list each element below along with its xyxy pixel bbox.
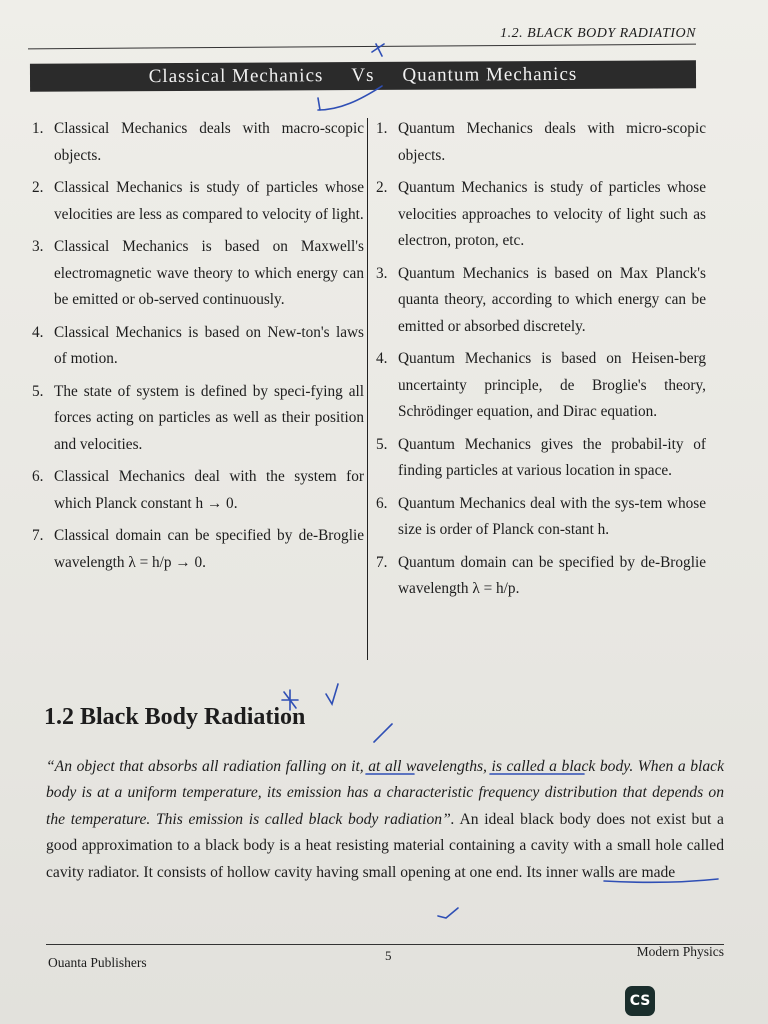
list-item [32, 234, 364, 314]
footer-rule [46, 944, 724, 945]
item-text: Quantum domain can be specified by de-Broglie wavelength λ = h/p. [398, 553, 706, 597]
item-number: 2. [32, 179, 44, 196]
section-heading: 1.2 Black Body Radiation [44, 704, 306, 730]
list-item [376, 346, 706, 426]
item-text: Quantum Mechanics gives the probabil-ity of finding particles at various location in space. [398, 435, 706, 479]
item-text: Quantum Mechanics is study of particles whose velocities approaches to velocity of light such as electron, proton, etc. [398, 179, 706, 249]
banner-quantum-title: Quantum Mechanics [402, 63, 578, 86]
list-item [32, 523, 364, 576]
ink-tick [318, 98, 320, 110]
item-text: Classical Mechanics is based on Maxwell's electromagnetic wave theory to which energy can be emitted or ob-served continuously. [54, 238, 364, 308]
item-text: Quantum Mechanics is based on Heisen-berg uncertainty principle, de Broglie's theory, Schrödinger equation, and Dirac equation. [398, 350, 706, 420]
footer-book-title: Modern Physics [636, 944, 724, 959]
list-item [32, 464, 364, 517]
item-text: Classical Mechanics is based on New-ton's laws of motion. [54, 323, 364, 367]
list-item [32, 320, 364, 373]
item-text: Quantum Mechanics is based on Max Planck's quanta theory, according to which energy can be emitted or absorbed discretely. [398, 264, 706, 335]
camscanner-badge: CS [625, 986, 655, 1016]
item-number: 4. [32, 323, 44, 341]
ink-check-mark [326, 684, 338, 704]
comparison-banner [30, 60, 696, 91]
item-text: Classical Mechanics is study of particles whose velocities are less as compared to velocity of light. [54, 179, 364, 223]
item-text: Quantum Mechanics deal with the sys-tem whose size is order of Planck con-stant h. [398, 494, 706, 538]
ink-check-mark [438, 908, 458, 918]
list-item [32, 175, 364, 228]
item-text: Classical domain can be specified by de-Broglie wavelength λ = h/p → 0. [54, 527, 364, 571]
ink-stroke [374, 724, 392, 742]
classical-list [32, 116, 364, 576]
list-item [376, 432, 706, 485]
item-number: 1. [376, 120, 388, 137]
item-number: 3. [32, 238, 44, 255]
list-item [376, 261, 706, 341]
item-number: 2. [376, 179, 388, 196]
item-number: 6. [32, 468, 44, 485]
item-number: 1. [32, 120, 44, 137]
list-item [376, 550, 706, 603]
item-text: Classical Mechanics deal with the system for which Planck constant h → 0. [54, 468, 364, 512]
quantum-list [376, 116, 706, 603]
section-paragraph [46, 754, 724, 886]
item-number: 5. [32, 382, 44, 400]
paragraph-body: An ideal black body does not exist but a good approximation to a black body is a heat resisting material containing a cavity with a small hole called cavity radiator. It consists of hollow cavity having small opening at one end. Its inner walls are made [46, 810, 724, 881]
banner-vs: Vs [351, 64, 375, 87]
item-number: 3. [376, 264, 388, 282]
list-item [376, 491, 706, 544]
item-number: 6. [376, 494, 388, 512]
list-item [32, 379, 364, 459]
quantum-column [376, 116, 706, 609]
item-text: The state of system is defined by speci-fying all forces acting on particles as well as their position and velocities. [54, 382, 364, 453]
footer-page-number: 5 [385, 948, 392, 963]
classical-column [32, 116, 364, 582]
item-text: Classical Mechanics deals with macro-scopic objects. [54, 120, 364, 164]
banner-classical-title: Classical Mechanics [148, 65, 324, 88]
item-text: Quantum Mechanics deals with micro-scopic objects. [398, 120, 706, 164]
header-rule [28, 44, 696, 50]
list-item [32, 116, 364, 169]
running-head: 1.2. BLACK BODY RADIATION [500, 26, 696, 41]
footer-publisher: Ouanta Publishers [48, 955, 147, 970]
item-number: 5. [376, 435, 388, 453]
list-item [376, 116, 706, 169]
item-number: 7. [32, 527, 44, 544]
list-item [376, 175, 706, 255]
definition-quote: “An object that absorbs all radiation falling on it, at all wavelengths, is called a black body. When a black body is at a uniform temperature, its emission has a characteristic frequency distribution that depends on the temperature. This emission is called black body radiation”. [46, 758, 724, 828]
item-number: 4. [376, 350, 388, 367]
item-number: 7. [376, 553, 388, 571]
column-divider [367, 118, 368, 660]
